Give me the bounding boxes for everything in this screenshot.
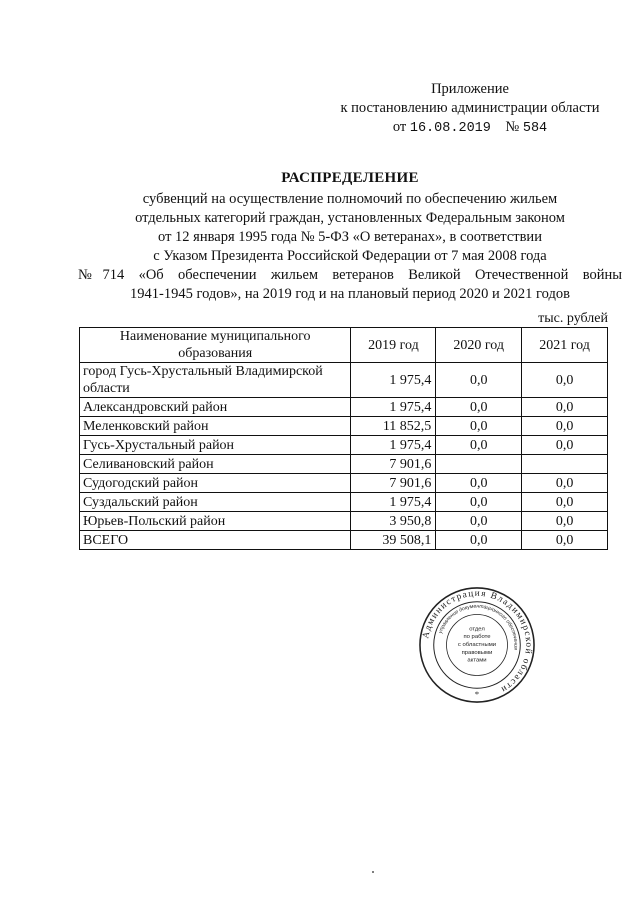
municipality-cell: Селивановский район: [80, 455, 351, 474]
stamp-center-line: отдел: [469, 626, 485, 633]
value-2020-cell: 0,0: [436, 417, 522, 436]
stamp-star-icon: *: [474, 689, 480, 700]
document-number: 584: [522, 121, 548, 136]
value-2020-cell: 0,0: [436, 493, 522, 512]
total-label-cell: ВСЕГО: [80, 531, 351, 550]
value-2021-cell: 0,0: [522, 363, 608, 398]
value-2020-cell: 0,0: [436, 474, 522, 493]
value-2019-cell: 3 950,8: [351, 512, 436, 531]
value-2021-cell: 0,0: [522, 474, 608, 493]
municipality-cell: Александровский район: [80, 398, 351, 417]
total-2020-cell: 0,0: [436, 531, 522, 550]
value-2019-cell: 1 975,4: [351, 436, 436, 455]
appendix-subtitle: к постановлению администрации области: [340, 100, 600, 116]
subtitle-line: отдельных категорий граждан, установленных Федеральным законом: [135, 210, 565, 226]
appendix-title: Приложение: [431, 81, 509, 97]
table-row: [80, 474, 608, 493]
appendix-block: [330, 80, 610, 138]
value-2020-cell: [436, 455, 522, 474]
stamp-inner-text: управление документационного обеспечения: [437, 603, 519, 651]
official-stamp: [418, 586, 536, 704]
municipality-cell: Суздальский район: [80, 493, 351, 512]
value-2021-cell: 0,0: [522, 398, 608, 417]
table-header-row: [80, 328, 608, 363]
table-row: [80, 417, 608, 436]
stamp-center-line: актами: [467, 657, 487, 664]
table-row: [80, 398, 608, 417]
header-2020: 2020 год: [436, 328, 522, 363]
value-2019-cell: 1 975,4: [351, 493, 436, 512]
scan-speck: [372, 871, 374, 873]
value-2020-cell: 0,0: [436, 436, 522, 455]
subtitle-line: №714 «Об обеспечении жильем ветеранов Великой Отечественной войны: [78, 267, 622, 283]
stamp-center-line: с областными: [457, 641, 497, 648]
distribution-table: [79, 327, 608, 550]
subtitle-line: с Указом Президента Российской Федерации от 7 мая 2008 года: [153, 248, 547, 264]
table-row: [80, 363, 608, 398]
table-total-row: [80, 531, 608, 550]
appendix-date-line: [330, 118, 610, 138]
stamp-center-line: по работе: [463, 634, 491, 641]
document-subtitle: [70, 190, 630, 304]
stamp-center-line: правовыми: [461, 649, 493, 656]
total-2021-cell: 0,0: [522, 531, 608, 550]
municipality-cell: Гусь-Хрустальный район: [80, 436, 351, 455]
table-row: [80, 493, 608, 512]
number-prefix: №: [505, 119, 520, 135]
value-2021-cell: 0,0: [522, 417, 608, 436]
municipality-cell: Юрьев-Польский район: [80, 512, 351, 531]
value-2020-cell: 0,0: [436, 363, 522, 398]
subtitle-line: 1941-1945 годов», на 2019 год и на плановый период 2020 и 2021 годов: [130, 286, 570, 302]
value-2019-cell: 7 901,6: [351, 455, 436, 474]
units-label: тыс. рублей: [538, 311, 608, 326]
document-date: 16.08.2019: [409, 121, 491, 136]
value-2021-cell: [522, 455, 608, 474]
value-2019-cell: 1 975,4: [351, 398, 436, 417]
value-2019-cell: 7 901,6: [351, 474, 436, 493]
subtitle-line: от 12 января 1995 года № 5-ФЗ «О ветеранах», в соответствии: [158, 229, 542, 245]
table-row: [80, 455, 608, 474]
header-municipality: Наименование муниципального образования: [80, 328, 351, 363]
value-2021-cell: 0,0: [522, 512, 608, 531]
stamp-outer-text: Администрация Владимирской области: [421, 588, 534, 695]
value-2019-cell: 1 975,4: [351, 363, 436, 398]
document-title: РАСПРЕДЕЛЕНИЕ: [281, 170, 419, 186]
value-2020-cell: 0,0: [436, 512, 522, 531]
value-2021-cell: 0,0: [522, 493, 608, 512]
value-2019-cell: 11 852,5: [351, 417, 436, 436]
total-2019-cell: 39 508,1: [351, 531, 436, 550]
subtitle-line: субвенций на осуществление полномочий по обеспечению жильем: [142, 191, 558, 207]
value-2021-cell: 0,0: [522, 436, 608, 455]
header-2021: 2021 год: [522, 328, 608, 363]
municipality-cell: город Гусь-Хрустальный Владимирской области: [80, 363, 351, 398]
table-row: [80, 512, 608, 531]
date-prefix: от: [392, 119, 407, 135]
municipality-cell: Меленковский район: [80, 417, 351, 436]
municipality-cell: Судогодский район: [80, 474, 351, 493]
table-row: [80, 436, 608, 455]
header-2019: 2019 год: [351, 328, 436, 363]
value-2020-cell: 0,0: [436, 398, 522, 417]
